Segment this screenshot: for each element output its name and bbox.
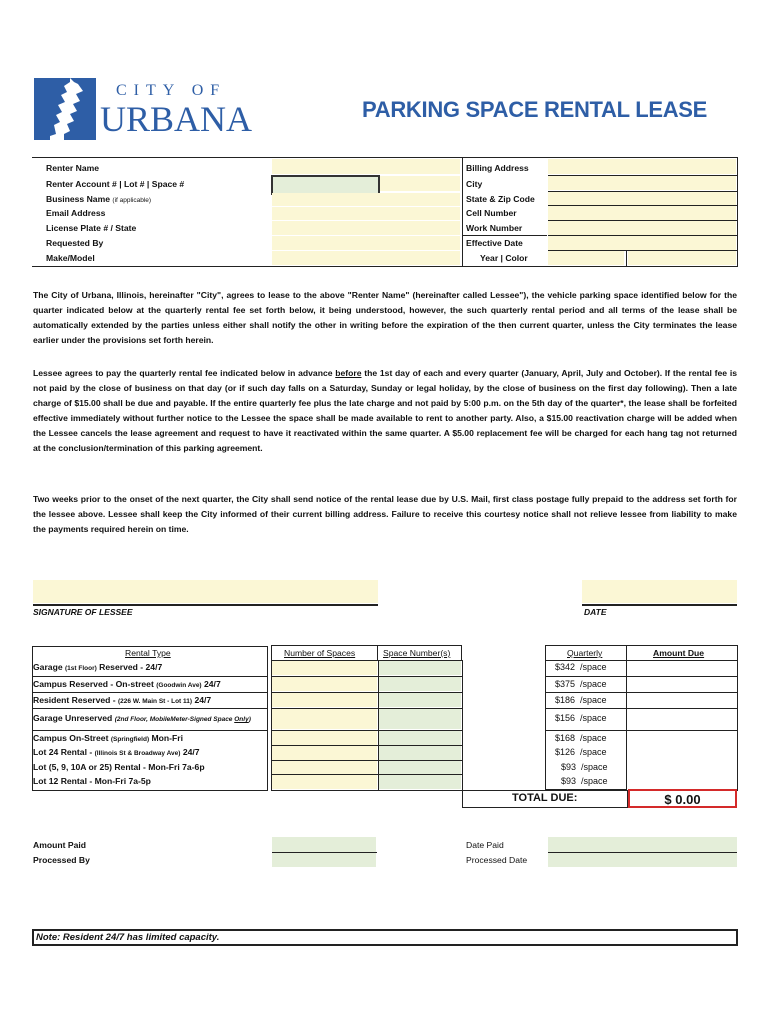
signature-field[interactable] <box>33 580 378 603</box>
signature-line <box>33 604 378 606</box>
col-line <box>271 660 272 790</box>
color-field[interactable] <box>628 251 736 265</box>
number-of-spaces-input[interactable] <box>272 775 377 789</box>
row-divider <box>32 676 267 677</box>
right-underline <box>548 191 737 192</box>
quarterly-price: $156 /space <box>555 713 607 723</box>
email-label: Email Address <box>46 208 106 218</box>
price-row-line <box>545 692 738 693</box>
quarterly-price: $375 /space <box>555 679 607 689</box>
table-border <box>32 646 267 647</box>
oak-leaf-icon <box>34 78 96 140</box>
logo-urbana: URBANA <box>100 99 253 139</box>
license-plate-label: License Plate # / State <box>46 223 137 233</box>
rental-type-label: Garage Unreserved (2nd Floor, MobileMeter-Signed Space Only) <box>33 713 251 723</box>
processed-by-label: Processed By <box>33 855 90 865</box>
price-row-line <box>545 676 738 677</box>
work-number-label: Work Number <box>466 223 523 233</box>
business-name-field[interactable] <box>272 193 460 206</box>
row-line <box>271 676 463 677</box>
quarterly-price: $168 /space <box>555 733 607 743</box>
number-of-spaces-input[interactable] <box>272 693 377 707</box>
year-color-label: Year | Color <box>480 253 528 263</box>
rental-type-label: Campus Reserved - On-street (Goodwin Ave) 24/7 <box>33 679 221 689</box>
row-line <box>271 660 463 661</box>
cell-number-label: Cell Number <box>466 208 517 218</box>
amount-paid-label: Amount Paid <box>33 840 86 850</box>
state-zip-field[interactable] <box>548 192 736 205</box>
row-line <box>271 790 463 791</box>
row-line <box>271 692 463 693</box>
work-number-field[interactable] <box>548 221 736 235</box>
rental-type-label: Resident Reserved - (226 W. Main St - Lot 11) 24/7 <box>33 695 212 705</box>
quarterly-price: $93 /space <box>561 776 608 786</box>
header-box-quarterly <box>545 645 627 660</box>
rental-type-label: Garage (1st Floor) Reserved - 24/7 <box>33 662 163 672</box>
space-numbers-input[interactable] <box>379 731 461 745</box>
make-model-label: Make/Model <box>46 253 95 263</box>
make-model-field[interactable] <box>272 251 460 265</box>
effective-date-field[interactable] <box>548 236 736 250</box>
price-row-line <box>545 708 738 709</box>
col-space-numbers-header: Space Number(s) <box>383 648 451 658</box>
processed-by-field[interactable] <box>272 853 376 867</box>
signature-label: SIGNATURE OF LESSEE <box>33 607 133 617</box>
email-field[interactable] <box>272 207 460 220</box>
col-line <box>462 660 463 790</box>
col-quarterly-header: Quarterly <box>567 648 603 658</box>
year-field[interactable] <box>548 251 624 265</box>
renter-account-label: Renter Account # | Lot # | Space # <box>46 179 185 189</box>
space-numbers-input[interactable] <box>379 661 461 675</box>
terms-paragraph-2: Lessee agrees to pay the quarterly rental fee indicated below in advance before the 1st day of each and every quarter (January, April, July and October). If the rental fee is not paid by the close of business on that day (or if such day falls on a Saturday, Sunday or legal holiday, by the close of business on the first day following). Then a late charge of $15.00 shall be due and payable. If the entire quarterly fee plus the late charge and not paid by 5:00 p.m. on the 5th day of the quarter*, the lease shall be forfeited effective immediately without further notice to the Lessee the space shall be made available to rent to another party. Also, a $15.00 reactivation charge will be added when the Lessee cancels the lease agreement and request to have it reactivated within the same quarter. A $5.00 replacement fee will be charged for each hang tag not returned at the conclusion/termination of this parking agreement. <box>33 368 737 453</box>
space-numbers-input[interactable] <box>379 761 461 774</box>
quarterly-price: $126 /space <box>555 747 607 757</box>
number-of-spaces-input[interactable] <box>272 661 377 675</box>
rental-type-label: Lot 24 Rental - (Illinois St & Broadway Ave) 24/7 <box>33 747 200 757</box>
total-due-label: TOTAL DUE: <box>512 792 578 804</box>
date-paid-field[interactable] <box>548 837 737 852</box>
table-border <box>267 646 268 791</box>
space-numbers-input[interactable] <box>379 775 461 789</box>
header-box-number <box>271 645 378 660</box>
quarterly-price: $342 /space <box>555 662 607 672</box>
rental-type-label: Lot (5, 9, 10A or 25) Rental - Mon-Fri 7a-6p <box>33 762 205 772</box>
quarterly-price: $186 /space <box>555 695 607 705</box>
city-field[interactable] <box>548 176 736 190</box>
col-number-spaces-header: Number of Spaces <box>284 648 356 658</box>
billing-address-field[interactable] <box>548 159 736 174</box>
row-line <box>271 708 463 709</box>
processed-date-label: Processed Date <box>466 855 528 865</box>
terms-paragraph-1: The City of Urbana, Illinois, hereinafter "City", agrees to lease to the above "Renter Name" (hereinafter called Lessee"), the vehicle parking space identified below for the quarter indicated below at the quarterly rental fee set forth below, it being understood, however, the such quarterly rental period and all terms of the lease shall be automatically extended by the parties unless either shall notify the other in writing before the expiration of the then current quarter, unless the City terminates the lease earlier under the provisions set forth herein. <box>33 290 737 345</box>
col-line <box>378 660 379 790</box>
renter-box-divider <box>462 157 463 267</box>
header-box-amount <box>627 645 738 660</box>
renter-name-label: Renter Name <box>46 163 100 173</box>
amount-right-border <box>737 660 738 790</box>
amount-paid-field[interactable] <box>272 837 376 852</box>
requested-by-field[interactable] <box>272 236 460 250</box>
quarterly-price: $93 /space <box>561 762 608 772</box>
header-box-space <box>378 645 462 660</box>
cell-number-field[interactable] <box>548 206 736 220</box>
requested-by-label: Requested By <box>46 238 104 248</box>
col-amount-due-header: Amount Due <box>653 648 705 658</box>
renter-name-field[interactable] <box>272 159 460 174</box>
year-color-divider <box>626 250 627 266</box>
row-line <box>271 745 463 746</box>
space-numbers-input[interactable] <box>379 693 461 707</box>
note-box <box>32 929 738 946</box>
renter-account-extra-field[interactable] <box>380 176 460 191</box>
right-underline <box>548 235 737 236</box>
row-divider <box>32 730 267 731</box>
number-of-spaces-input[interactable] <box>272 677 377 691</box>
row-divider <box>32 708 267 709</box>
state-zip-label: State & Zip Code <box>466 194 535 204</box>
right-underline <box>548 220 737 221</box>
billing-address-label: Billing Address <box>466 163 529 173</box>
right-underline <box>548 205 737 206</box>
space-numbers-input[interactable] <box>379 746 461 760</box>
note-text: Note: Resident 24/7 has limited capacity. <box>36 932 220 943</box>
row-line <box>271 774 463 775</box>
number-of-spaces-input[interactable] <box>272 761 377 774</box>
date-line <box>582 604 737 606</box>
logo-city-of: CITY OF <box>116 82 227 99</box>
date-paid-label: Date Paid <box>466 840 504 850</box>
processed-date-field[interactable] <box>548 853 737 867</box>
number-of-spaces-input[interactable] <box>272 731 377 745</box>
space-numbers-input[interactable] <box>379 677 461 691</box>
page-title: PARKING SPACE RENTAL LEASE <box>362 97 708 122</box>
date-label: DATE <box>584 607 607 617</box>
effective-date-label: Effective Date <box>466 238 523 248</box>
right-underline <box>548 175 737 176</box>
business-name-label: Business Name (if applicable) <box>46 194 152 204</box>
rental-type-label: Lot 12 Rental - Mon-Fri 7a-5p <box>33 776 151 786</box>
effective-date-box <box>463 235 547 236</box>
total-due-value: $ 0.00 <box>628 789 737 808</box>
terms-paragraph-3: Two weeks prior to the onset of the next quarter, the City shall send notice of the rental lease due by U.S. Mail, first class postage fully prepaid to the address set forth for the lessee above. Lessee shall keep the City informed of their current billing address. Failure to receive this courtesy notice shall not relieve lessee from liability to make the payments required herein on time. <box>33 494 737 534</box>
table-border <box>32 790 267 791</box>
number-of-spaces-input[interactable] <box>272 709 377 729</box>
city-logo <box>34 78 259 140</box>
date-field[interactable] <box>582 580 737 603</box>
price-row-line <box>545 730 738 731</box>
col-rental-type-header: Rental Type <box>125 648 171 658</box>
city-label: City <box>466 179 483 189</box>
right-underline <box>548 250 737 251</box>
row-line <box>271 730 463 731</box>
license-plate-field[interactable] <box>272 221 460 235</box>
price-row-line <box>545 660 738 661</box>
row-line <box>271 760 463 761</box>
space-numbers-input[interactable] <box>379 709 461 729</box>
row-divider <box>32 692 267 693</box>
number-of-spaces-input[interactable] <box>272 746 377 760</box>
rental-type-label: Campus On-Street (Springfield) Mon-Fri <box>33 733 184 743</box>
renter-account-field[interactable] <box>271 175 380 195</box>
